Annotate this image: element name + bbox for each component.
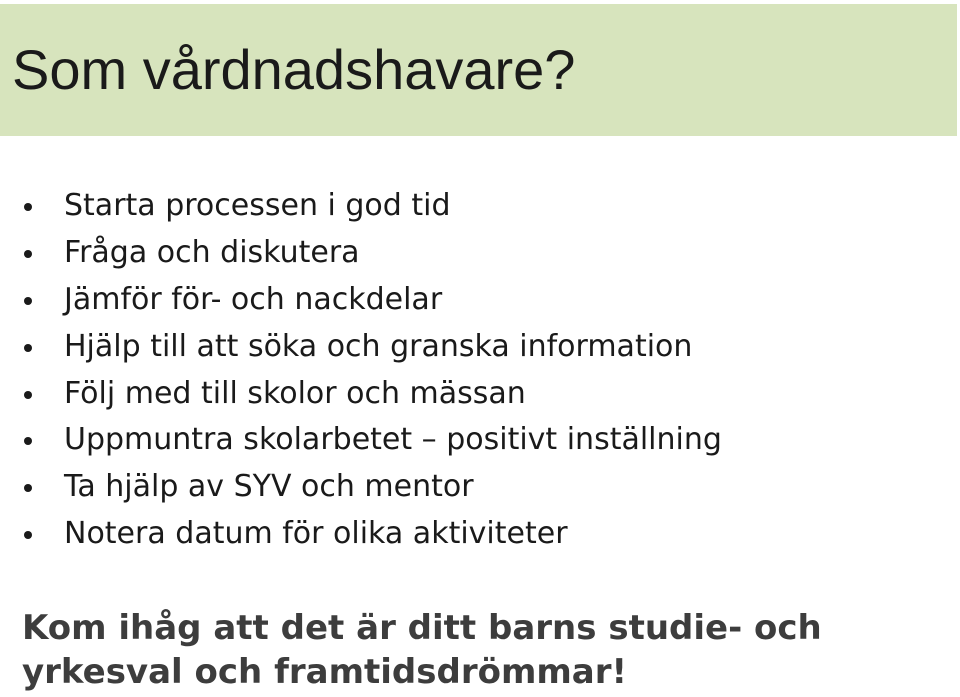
bullet-text: Hjälp till att söka och granska information xyxy=(64,328,693,364)
bullet-dot-icon xyxy=(24,531,32,539)
bullet-dot-icon xyxy=(24,250,32,258)
bullet-item xyxy=(0,277,722,324)
bullet-item xyxy=(0,464,722,511)
bullet-text: Jämför för- och nackdelar xyxy=(64,281,443,317)
bullet-item xyxy=(0,230,722,277)
bullet-text: Notera datum för olika aktiviteter xyxy=(64,516,568,552)
bullet-dot-icon xyxy=(24,391,32,399)
slide-title: Som vårdnadshavare? xyxy=(12,38,576,101)
bullet-dot-icon xyxy=(24,297,32,305)
bullet-dot-icon xyxy=(24,484,32,492)
bullet-text: Ta hjälp av SYV och mentor xyxy=(64,469,474,505)
bullet-item xyxy=(0,324,722,371)
bullet-text: Starta processen i god tid xyxy=(64,188,451,223)
bullet-item xyxy=(0,183,722,230)
bullet-dot-icon xyxy=(24,203,32,211)
bullet-list xyxy=(0,183,722,558)
closing-line-1: Kom ihåg att det är ditt barns studie- och xyxy=(22,608,822,648)
bullet-item xyxy=(0,417,722,464)
bullet-text: Följ med till skolor och mässan xyxy=(64,375,526,411)
closing-line-2: yrkesval och framtidsdrömmar! xyxy=(22,652,628,692)
closing-statement xyxy=(22,606,822,694)
bullet-dot-icon xyxy=(24,437,32,445)
bullet-text: Fråga och diskutera xyxy=(64,234,360,270)
title-bar xyxy=(0,4,957,136)
bullet-item xyxy=(0,511,722,558)
bullet-text: Uppmuntra skolarbetet – positivt inställning xyxy=(64,422,722,458)
bullet-item xyxy=(0,371,722,418)
bullet-dot-icon xyxy=(24,344,32,352)
